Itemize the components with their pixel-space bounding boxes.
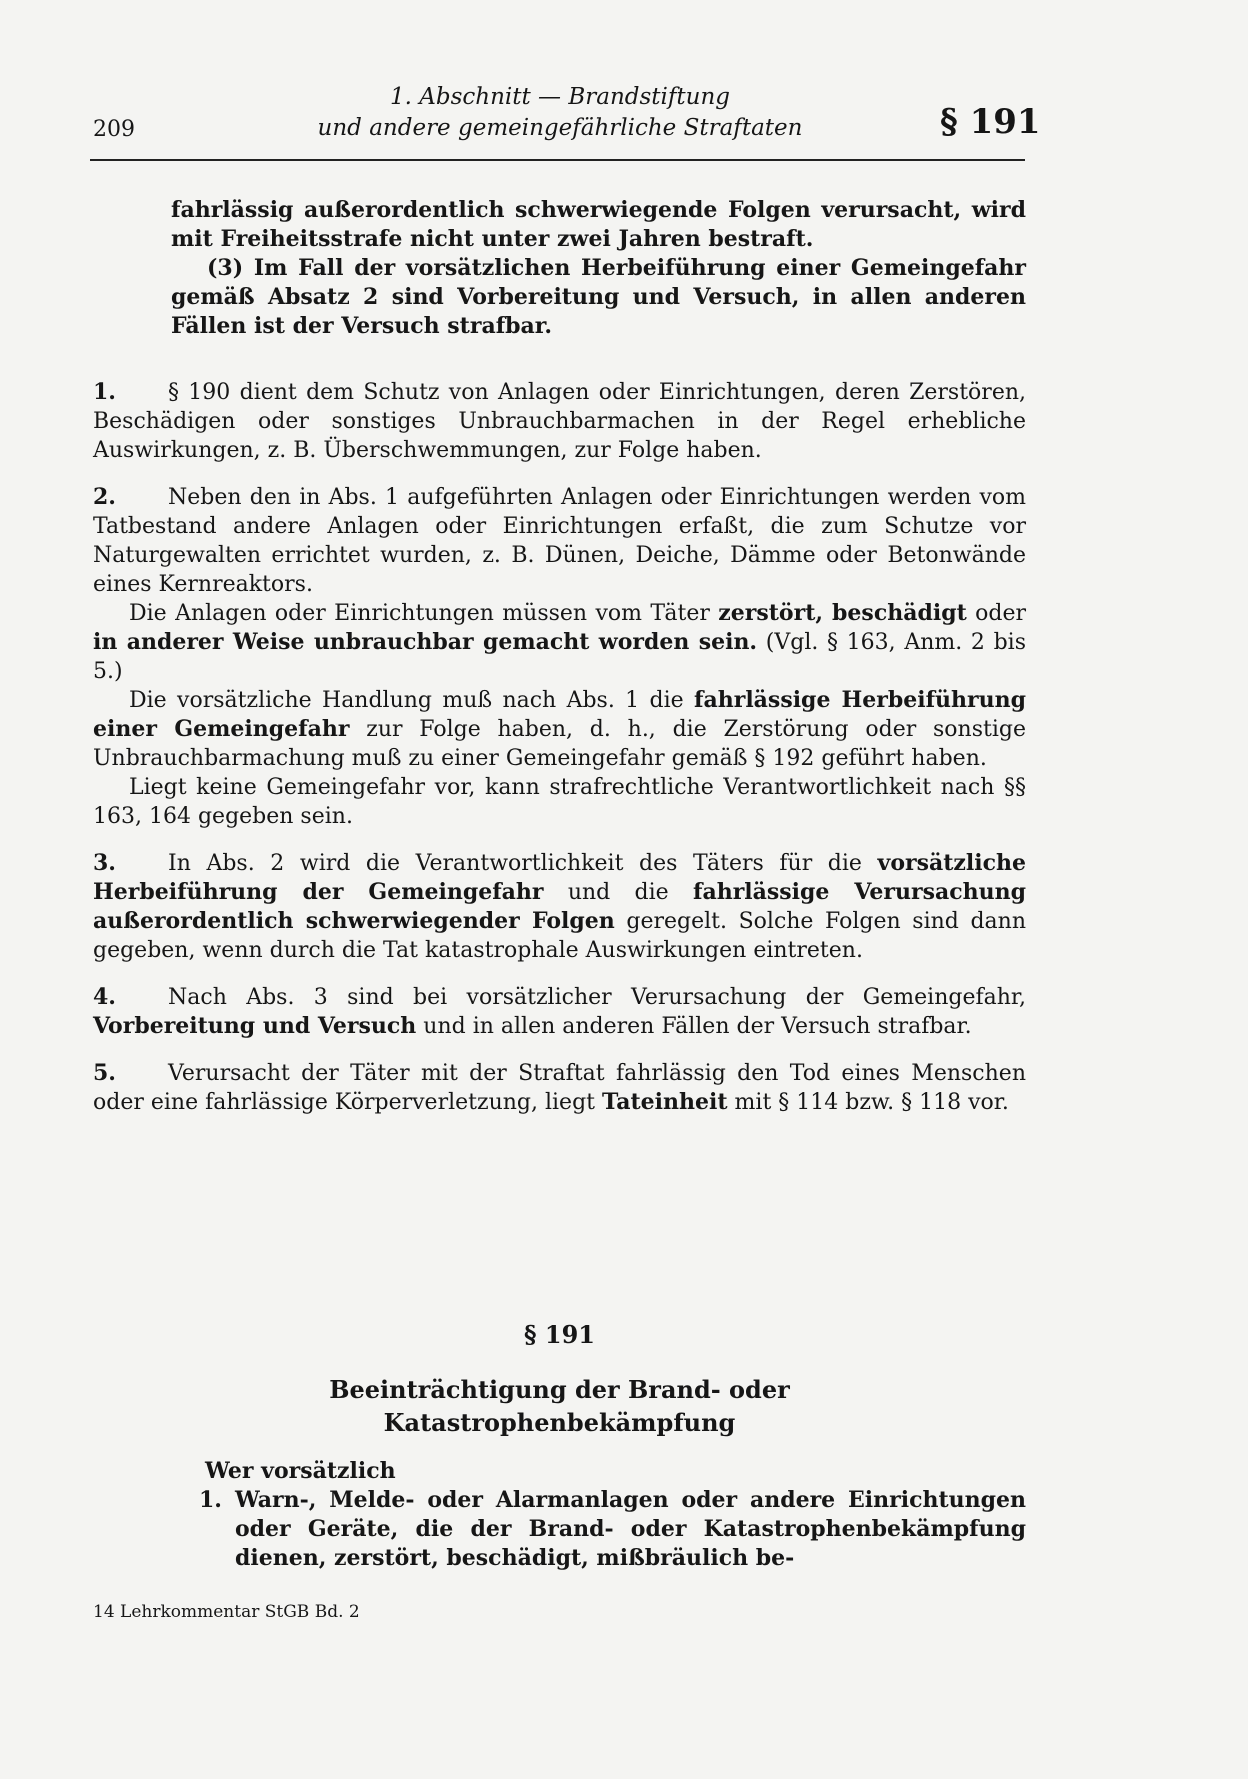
note-2-para4: Liegt keine Gemeingefahr vor, kann strafrechtliche Verantwortlichkeit nach §§ 163, 164 gegeben sein. [93,775,1026,829]
statute-continuation [93,196,1026,341]
note-4-text-c: und in allen anderen Fällen der Versuch strafbar. [416,1014,972,1039]
note-2-text2c: oder [966,601,1026,626]
statute-para-1: fahrlässig außerordentlich schwerwiegende Folgen verursacht, wird mit Freiheitsstrafe nicht unter zwei Jahren bestraft. [171,197,1026,252]
note-1-label: 1. [93,379,116,405]
note-3 [93,849,1026,965]
note-4-text-a: Nach Abs. 3 sind bei vorsätzlicher Verursachung der Gemeingefahr, [168,985,1026,1010]
note-5-label: 5. [93,1060,116,1086]
note-2-text2a: Die Anlagen oder Einrichtungen müssen vom Täter [129,601,719,626]
note-1-text: § 190 dient dem Schutz von Anlagen oder Einrichtungen, deren Zerstören, Beschädigen oder sonstiges Unbrauchbarmachen in der Regel erhebliche Auswirkungen, z. B. Überschwemmungen, zur Folge haben. [93,380,1026,463]
note-2-text3c: zur Folge haben, d. h., die Zerstörung oder sonstige Unbrauchbarmachung muß zu einer Gemeingefahr gemäß § 192 geführt haben. [93,717,1026,771]
running-title-line2: und andere gemeingefährliche Straftaten [317,115,803,141]
section-191-intro: Wer vorsätzlich [205,1458,396,1484]
note-2-text3b: fahrlässige Herbeiführung einer Gemeingefahr [93,687,1026,742]
note-1 [93,378,1026,465]
section-191-item-1-text: Warn-, Melde- oder Alarmanlagen oder andere Einrichtungen oder Geräte, die der Brand- oder Katastrophenbekämpfung dienen, zerstört, beschädigt, mißbräulich be- [235,1487,1026,1571]
note-2-text2e: (Vgl. § 163, Anm. 2 bis 5.) [93,630,1026,684]
note-2-para2 [93,599,1026,686]
running-title [290,82,830,144]
section-191-title-line1: Beeinträchtigung der Brand- oder [329,1375,790,1404]
note-2-text2b: zerstört, beschädigt [718,600,967,626]
note-4 [93,983,1026,1041]
page-number: 209 [93,117,135,142]
note-4-label: 4. [93,984,116,1010]
note-3-text-b: vorsätzliche Herbeiführung der Gemeingefahr [93,850,1026,905]
section-191-item-1-label: 1. [199,1487,222,1513]
note-5-text-a: Verursacht der Täter mit der Straftat fahrlässig den Tod eines Menschen oder eine fahrlässige Körperverletzung, liegt [93,1061,1026,1115]
section-191-item-1 [93,1486,1026,1573]
note-2 [93,483,1026,599]
note-5-text-c: mit § 114 bzw. § 118 vor. [727,1090,1009,1115]
note-5 [93,1059,1026,1117]
section-191 [93,1318,1026,1573]
note-3-text-a: In Abs. 2 wird die Verantwortlichkeit des Täters für die [168,851,878,876]
note-2-text1: Neben den in Abs. 1 aufgeführten Anlagen oder Einrichtungen werden vom Tatbestand andere Anlagen oder Einrichtungen erfaßt, die zum Schutze vor Naturgewalten errichtet wurden, z. B. Dünen, Deiche, Dämme oder Betonwände eines Kernreaktors. [93,485,1026,597]
note-2-text3a: Die vorsätzliche Handlung muß nach Abs. 1 die [129,688,695,713]
note-3-label: 3. [93,850,116,876]
note-2-para3 [93,686,1026,773]
note-3-text-c: und die [543,880,693,905]
footer-signature: 14 Lehrkommentar StGB Bd. 2 [93,1602,360,1622]
statute-para-2: (3) Im Fall der vorsätzlichen Herbeiführung einer Gemeingefahr gemäß Absatz 2 sind Vorbereitung und Versuch, in allen anderen Fällen ist der Versuch strafbar. [171,255,1026,339]
section-191-heading: § 191 [523,1320,595,1349]
note-3-text-d: fahrlässige Verursachung außerordentlich schwerwiegender Folgen [93,879,1026,934]
running-section: § 191 [940,102,1041,142]
note-5-text-b: Tateinheit [602,1089,728,1115]
section-191-title-line2: Katastrophenbekämpfung [383,1408,736,1437]
note-3-text-e: geregelt. Solche Folgen sind dann gegeben, wenn durch die Tat katastrophale Auswirkungen eintreten. [93,909,1026,963]
note-2-label: 2. [93,484,116,510]
header-rule [90,159,1025,161]
note-4-text-b: Vorbereitung und Versuch [93,1013,417,1039]
commentary [93,378,1026,1117]
note-2-text2d: in anderer Weise unbrauchbar gemacht worden sein. [93,629,758,655]
running-title-line1: 1. Abschnitt — Brandstiftung [389,84,730,110]
